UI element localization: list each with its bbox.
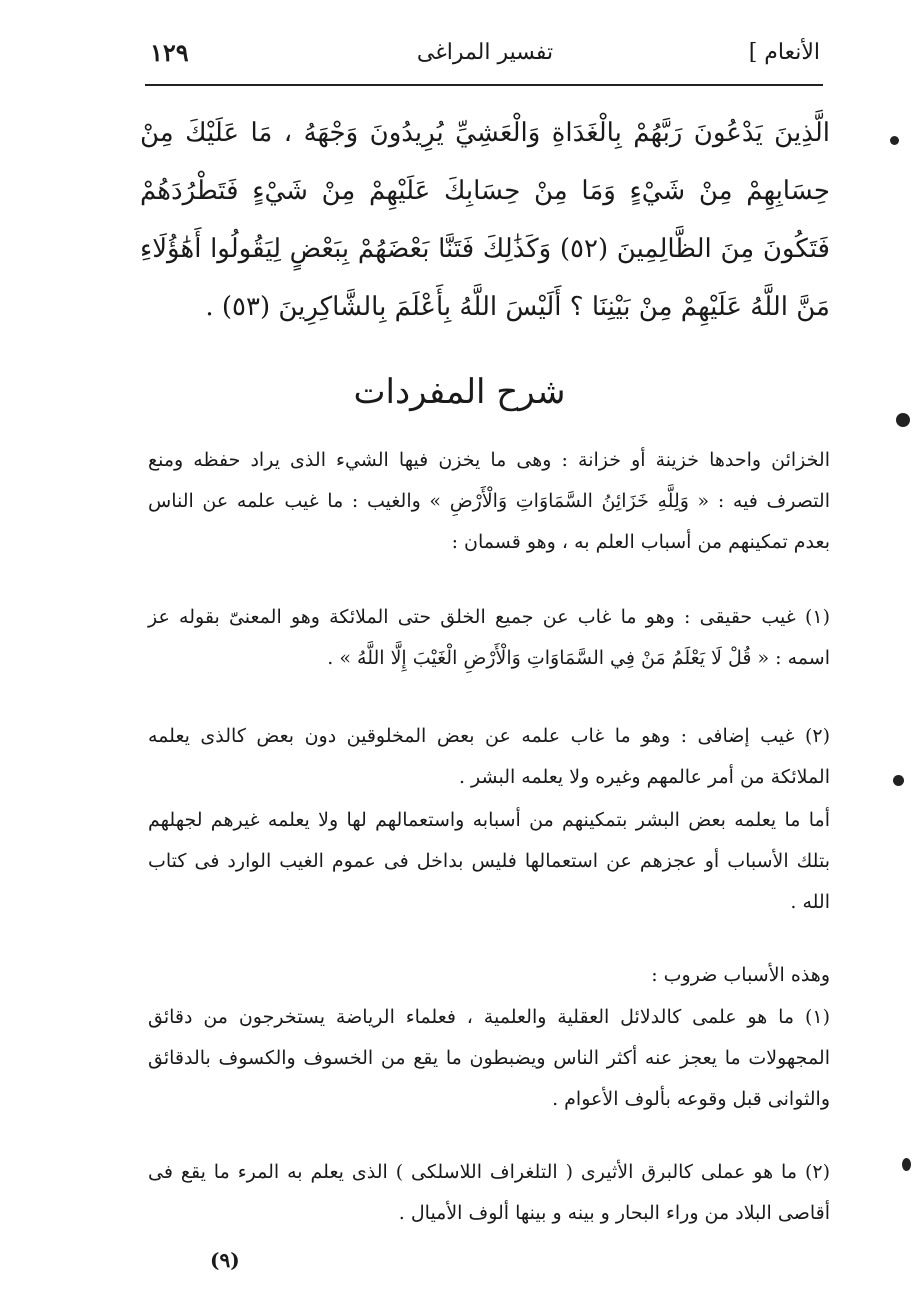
ink-speck-icon	[896, 413, 910, 427]
signature-mark: (٩)	[210, 1248, 240, 1272]
paragraph-types-intro: وهذه الأسباب ضروب :	[651, 964, 830, 986]
ink-speck-icon	[893, 775, 904, 786]
page-number: ١٢٩	[150, 38, 189, 67]
book-title: تفسير المراغى	[416, 40, 554, 65]
paragraph-relative-unseen: (٢) غيب إضافى : وهو ما غاب علمه عن بعض المخلوقين دون بعض كالذى يعلمه الملائكة من أمر عالمهم وغيره ولا يعلمه البشر .	[148, 725, 830, 788]
paragraph-practical: (٢) ما هو عملى كالبرق الأثيرى ( التلغراف اللاسلكى ) الذى يعلم به المرء ما يقع فى أقاصى البلاد من وراء البحار و بينه و بينها ألوف الأميال .	[148, 1161, 830, 1224]
section-title: شرح المفردات	[353, 372, 566, 412]
sura-name: الأنعام ]	[748, 40, 820, 65]
ink-speck-icon	[902, 1158, 911, 1171]
paragraph-human-knowledge: أما ما يعلمه بعض البشر بتمكينهم من أسبابه واستعمالهم لها ولا يعلمه غيرهم لجهلهم بتلك الأسباب أو عجزهم عن استعمالها فليس بداخل فى عموم الغيب الوارد فى كتاب الله .	[148, 809, 830, 913]
paragraph-definitions: الخزائن واحدها خزينة أو خزانة : وهى ما يخزن فيها الشيء الذى يراد حفظه ومنع التصرف فيه : « وَلِلَّهِ خَزَائِنُ السَّمَاوَاتِ وَالْأَرْضِ » والغيب : ما غيب علمه عن الناس بعدم تمكينهم من أسباب العلم به ، وهو قسمان :	[148, 449, 830, 553]
ink-speck-icon	[890, 136, 899, 145]
paragraph-true-unseen: (١) غيب حقيقى : وهو ما غاب عن جميع الخلق حتى الملائكة وهو المعنىّ بقوله عز اسمه : « قُلْ لَا يَعْلَمُ مَنْ فِي السَّمَاوَاتِ وَالْأَرْضِ الْغَيْبَ إِلَّا اللَّهُ » .	[148, 606, 830, 669]
header-divider	[145, 84, 823, 86]
page-header	[150, 36, 820, 80]
quran-verse: الَّذِينَ يَدْعُونَ رَبَّهُمْ بِالْغَدَاةِ وَالْعَشِيِّ يُرِيدُونَ وَجْهَهُ ، مَا عَلَيْكَ مِنْ حِسَابِهِمْ مِنْ شَيْءٍ وَمَا مِنْ حِسَابِكَ عَلَيْهِمْ مِنْ شَيْءٍ فَتَطْرُدَهُمْ فَتَكُونَ مِنَ الظَّالِمِينَ (٥٢) وَكَذَٰلِكَ فَتَنَّا بَعْضَهُمْ بِبَعْضٍ لِيَقُولُوا أَهَٰؤُلَاءِ مَنَّ اللَّهُ عَلَيْهِمْ مِنْ بَيْنِنَا ؟ أَلَيْسَ اللَّهُ بِأَعْلَمَ بِالشَّاكِرِينَ (٥٣) .	[140, 118, 830, 322]
paragraph-scientific: (١) ما هو علمى كالدلائل العقلية والعلمية ، فعلماء الرياضة يستخرجون من دقائق المجهولات ما يعجز عنه أكثر الناس ويضبطون ما يقع من الخسوف والكسوف بالدقائق والثوانى قبل وقوعه بألوف الأعوام .	[148, 1006, 830, 1110]
